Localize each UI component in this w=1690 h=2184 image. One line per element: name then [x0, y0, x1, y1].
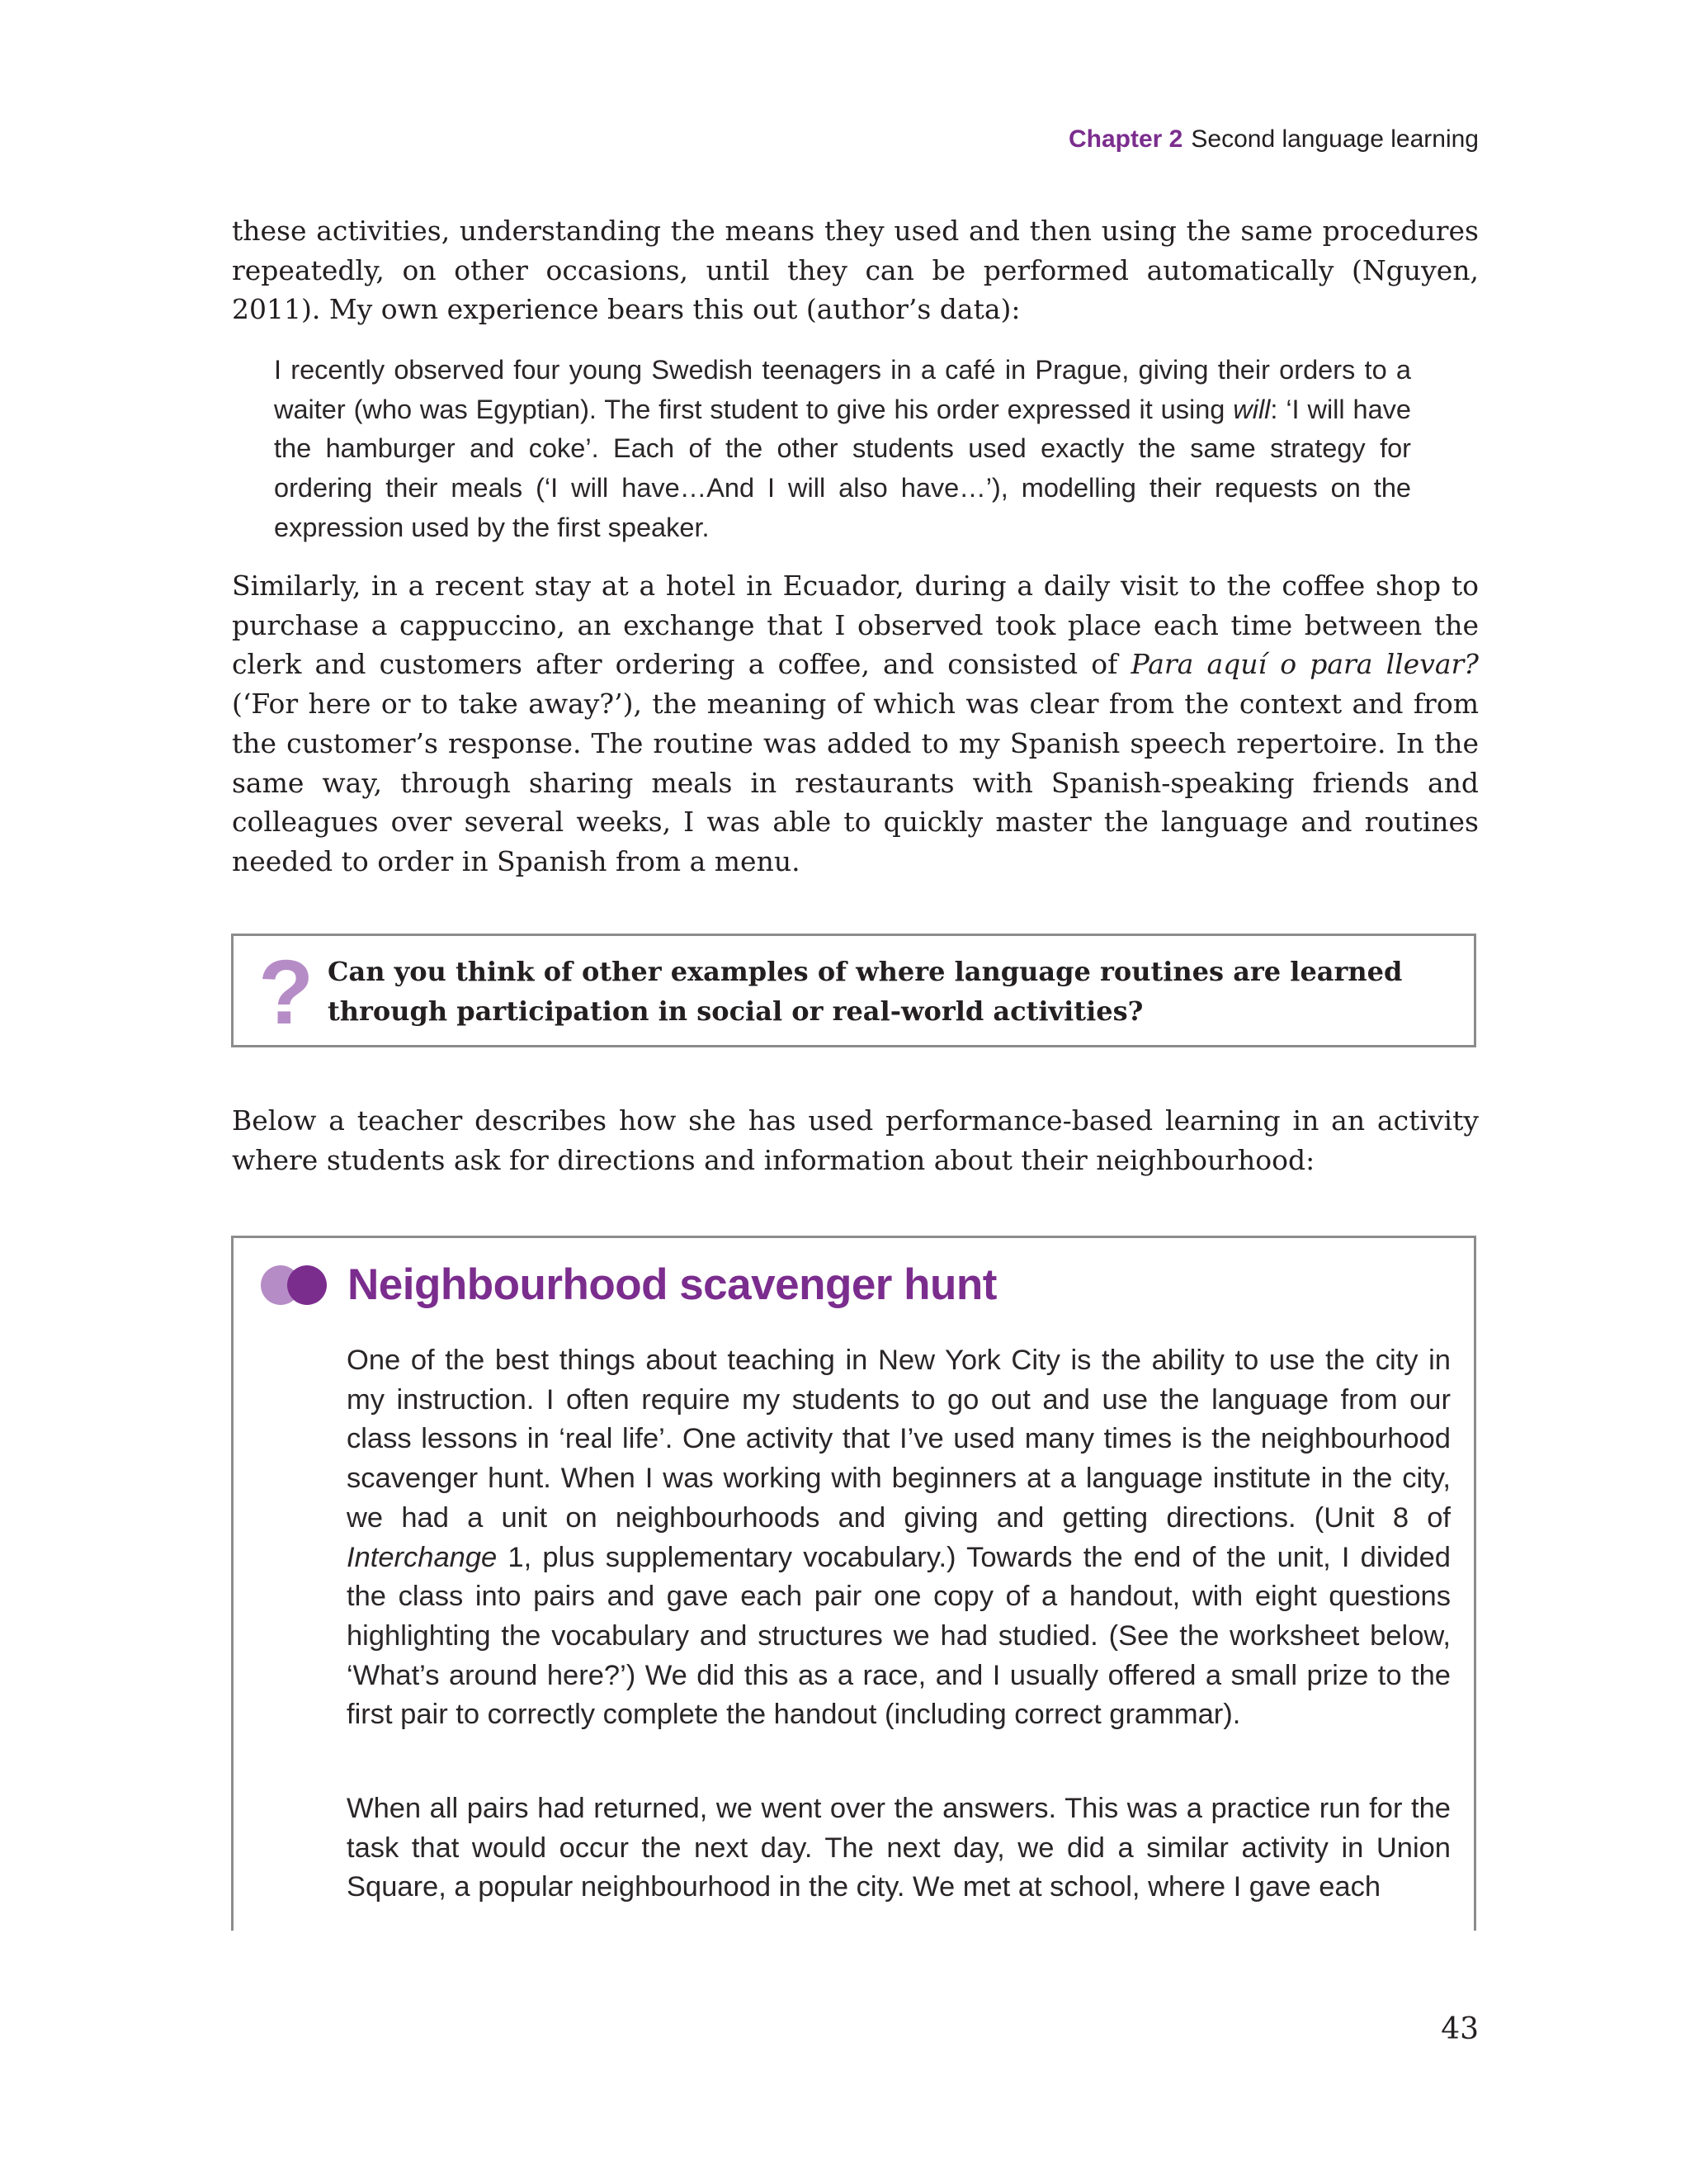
case-study-circles-icon: [260, 1263, 329, 1307]
quote-text-b: : ‘I will have the hamburger and coke’. Each of the other students used exactly the same strategy for ordering their meals (‘I will have…And I will also have…’), modelling their requests on the expression used by the first speaker.: [274, 394, 1411, 542]
case-p1-emphasis: Interchange: [347, 1541, 498, 1573]
chapter-label: Chapter 2: [1069, 125, 1183, 153]
question-mark-icon: ?: [258, 942, 314, 1043]
reflection-question-box: [231, 934, 1476, 1047]
case-p1-text-b: 1, plus supplementary vocabulary.) Towards the end of the unit, I divided the class into pairs and gave each pair one copy of a handout, with eight questions highlighting the vocabulary and structures we had studied. (See the worksheet below, ‘What’s around here?’) We did this as a race, and I usually offered a small prize to the first pair to correctly complete the handout (including correct grammar).: [347, 1541, 1451, 1731]
p2-text-b: (‘For here or to take away?’), the meaning of which was clear from the context and from the customer’s response. The routine was added to my Spanish speech repertoire. In the same way, through sharing meals in restaurants with Spanish-speaking friends and colleagues over several weeks, I was able to quickly master the language and routines needed to order in Spanish from a menu.: [232, 688, 1479, 877]
reflection-question-text: Can you think of other examples of where language routines are learned through participation in social or real-world activities?: [328, 956, 1403, 1027]
case-study-box: [231, 1236, 1476, 1931]
quote-emphasis: will: [1233, 394, 1271, 424]
body-paragraph-2: [232, 566, 1479, 882]
body-paragraph-3: Below a teacher describes how she has used performance-based learning in an activity where students ask for directions and information about their neighbourhood:: [232, 1104, 1479, 1176]
chapter-title: Second language learning: [1191, 125, 1479, 153]
p2-text-a: Similarly, in a recent stay at a hotel in Ecuador, during a daily visit to the coffee shop to purchase a cappuccino, an exchange that I observed took place each time between the clerk and customers after ordering a coffee, and consisted of: [232, 570, 1479, 681]
running-head: [1069, 125, 1479, 154]
case-study-paragraph-1: [347, 1341, 1451, 1735]
p2-emphasis: Para aquí o para llevar?: [1131, 648, 1480, 681]
case-study-paragraph-2: When all pairs had returned, we went over the answers. This was a practice run for the task that would occur the next day. The next day, we did a similar activity in Union Square, a popular neighbourhood in the city. We met at school, where I gave each: [347, 1793, 1451, 1903]
quote-text-a: I recently observed four young Swedish teenagers in a café in Prague, giving their orders to a waiter (who was Egyptian). The first student to give his order expressed it using: [274, 355, 1411, 424]
block-quote: [274, 351, 1411, 548]
page-number: 43: [1441, 2012, 1479, 2046]
body-paragraph-1: these activities, understanding the means they used and then using the same procedures repeatedly, on other occasions, until they can be performed automatically (Nguyen, 2011). My own experience bears this out (author’s data):: [232, 215, 1479, 326]
case-study-title: Neighbourhood scavenger hunt: [347, 1260, 997, 1309]
case-p1-text-a: One of the best things about teaching in New York City is the ability to use the city in my instruction. I often require my students to go out and use the language from our class lessons in ‘real life’. One activity that I’ve used many times is the neighbourhood scavenger hunt. When I was working with beginners at a language institute in the city, we had a unit on neighbourhoods and giving and getting directions. (Unit 8 of: [347, 1345, 1451, 1534]
